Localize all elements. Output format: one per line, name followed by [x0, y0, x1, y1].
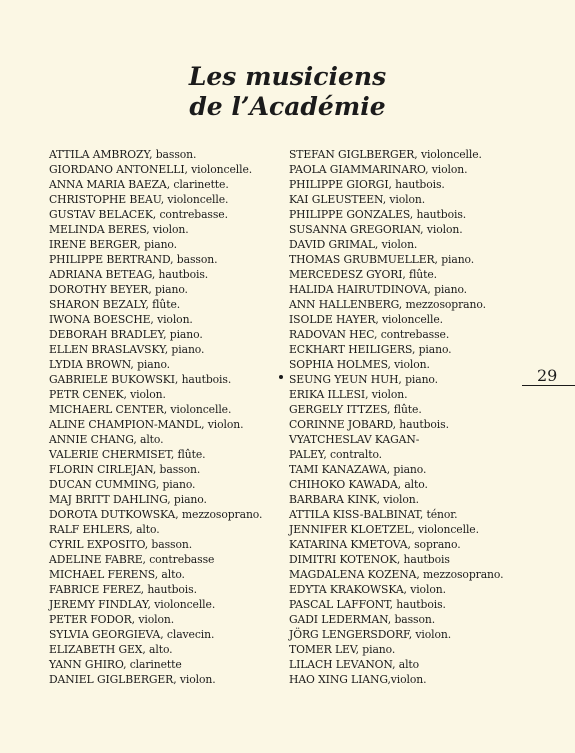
musician-entry: IWONA BOESCHE, violon.	[49, 313, 193, 326]
musician-entry: ATTILA KISS-BALBINAT, ténor.	[289, 508, 458, 521]
musician-entry: MELINDA BERES, violon.	[49, 223, 189, 236]
musician-entry: SHARON BEZALY, flûte.	[49, 298, 181, 311]
musician-entry: HAO XING LIANG,violon.	[289, 673, 427, 686]
musician-entry: CHIHOKO KAWADA, alto.	[289, 478, 428, 491]
musician-entry: IRENE BERGER, piano.	[49, 238, 177, 251]
musician-entry: RADOVAN HEC, contrebasse.	[289, 328, 450, 341]
musician-entry: LILACH LEVANON, alto	[289, 658, 420, 671]
page-title-line-2: de l’Académie	[189, 92, 386, 121]
musician-entry: PHILIPPE GIORGI, hautbois.	[289, 178, 445, 191]
musician-list-right	[289, 147, 503, 687]
musician-entry: JENNIFER KLOETZEL, violoncelle.	[289, 523, 479, 536]
musician-entry: EDYTA KRAKOWSKA, violon.	[289, 583, 446, 596]
musician-entry: PHILIPPE GONZALES, hautbois.	[289, 208, 467, 221]
musician-entry: DUCAN CUMMING, piano.	[49, 478, 196, 491]
musician-entry: ALINE CHAMPION-MANDL, violon.	[49, 418, 244, 431]
page-number-rule	[522, 385, 575, 386]
musician-entry: PASCAL LAFFONT, hautbois.	[289, 598, 446, 611]
musician-entry: CYRIL EXPOSITO, basson.	[49, 538, 193, 551]
musician-entry: CHRISTOPHE BEAU, violoncelle.	[49, 193, 229, 206]
musician-entry: DIMITRI KOTENOK, hautbois	[289, 553, 450, 566]
musician-entry: PALEY, contralto.	[289, 448, 382, 461]
musician-entry: ADRIANA BETEAG, hautbois.	[49, 268, 209, 281]
musician-entry: ISOLDE HAYER, violoncelle.	[289, 313, 443, 326]
musician-entry: DOROTA DUTKOWSKA, mezzosoprano.	[49, 508, 263, 521]
musician-entry: GUSTAV BELACEK, contrebasse.	[49, 208, 228, 221]
musician-entry: BARBARA KINK, violon.	[289, 493, 419, 506]
musician-entry: MICHAEL FERENS, alto.	[49, 568, 185, 581]
bullet-dot	[279, 375, 283, 379]
musician-entry: FABRICE FEREZ, hautbois.	[49, 583, 197, 596]
musician-entry: GADI LEDERMAN, basson.	[289, 613, 436, 626]
musician-entry: TOMER LEV, piano.	[289, 643, 396, 656]
musician-entry: DEBORAH BRADLEY, piano.	[49, 328, 203, 341]
musician-entry: ATTILA AMBROZY, basson.	[49, 148, 197, 161]
musician-entry: SYLVIA GEORGIEVA, clavecin.	[49, 628, 215, 641]
musician-entry: YANN GHIRO, clarinette	[49, 658, 182, 671]
musician-entry: FLORIN CIRLEJAN, basson.	[49, 463, 201, 476]
musician-entry: ECKHART HEILIGERS, piano.	[289, 343, 452, 356]
musician-list-left	[49, 147, 262, 687]
musician-entry: CORINNE JOBARD, hautbois.	[289, 418, 449, 431]
musician-entry: PETER FODOR, violon.	[49, 613, 175, 626]
musician-entry: VALERIE CHERMISET, flûte.	[49, 448, 206, 461]
musician-entry: RALF EHLERS, alto.	[49, 523, 160, 536]
page-title-line-1: Les musiciens	[188, 62, 387, 91]
musician-entry: STEFAN GIGLBERGER, violoncelle.	[289, 148, 482, 161]
musician-entry: MAGDALENA KOZENA, mezzosoprano.	[289, 568, 504, 581]
musician-entry: DOROTHY BEYER, piano.	[49, 283, 188, 296]
musician-entry: PAOLA GIAMMARINARO, violon.	[289, 163, 468, 176]
musician-entry: ANNA MARIA BAEZA, clarinette.	[49, 178, 229, 191]
musician-entry: JÖRG LENGERSDORF, violon.	[289, 628, 452, 641]
musician-entry: VYATCHESLAV KAGAN-	[289, 433, 420, 446]
musician-entry: LYDIA BROWN, piano.	[49, 358, 170, 371]
musician-entry: ADELINE FABRE, contrebasse	[49, 553, 215, 566]
musician-entry: GERGELY ITTZES, flûte.	[289, 403, 422, 416]
musician-entry: ELIZABETH GEX, alto.	[49, 643, 173, 656]
musician-entry: ERIKA ILLESI, violon.	[289, 388, 408, 401]
musician-entry: PHILIPPE BERTRAND, basson.	[49, 253, 218, 266]
musician-entry: ELLEN BRASLAVSKY, piano.	[49, 343, 205, 356]
page-number: 29	[537, 366, 558, 385]
musician-entry: GABRIELE BUKOWSKI, hautbois.	[49, 373, 232, 386]
musician-entry: MERCEDESZ GYORI, flûte.	[289, 268, 438, 281]
musician-entry: SOPHIA HOLMES, violon.	[289, 358, 430, 371]
musician-entry: PETR CENEK, violon.	[49, 388, 166, 401]
musician-entry: MAJ BRITT DAHLING, piano.	[49, 493, 207, 506]
musician-entry: GIORDANO ANTONELLI, violoncelle.	[49, 163, 253, 176]
musician-entry: SUSANNA GREGORIAN, violon.	[289, 223, 463, 236]
musician-entry: SEUNG YEUN HUH, piano.	[289, 373, 438, 386]
musician-entry: ANN HALLENBERG, mezzosoprano.	[289, 298, 486, 311]
musician-entry: KAI GLEUSTEEN, violon.	[289, 193, 426, 206]
musician-entry: DANIEL GIGLBERGER, violon.	[49, 673, 216, 686]
musician-entry: DAVID GRIMAL, violon.	[289, 238, 418, 251]
musician-entry: MICHAERL CENTER, violoncelle.	[49, 403, 232, 416]
musician-entry: KATARINA KMETOVA, soprano.	[289, 538, 461, 551]
musician-entry: TAMI KANAZAWA, piano.	[289, 463, 427, 476]
musician-entry: ANNIE CHANG, alto.	[49, 433, 164, 446]
musician-entry: HALIDA HAIRUTDINOVA, piano.	[289, 283, 467, 296]
musician-entry: THOMAS GRUBMUELLER, piano.	[289, 253, 475, 266]
musician-entry: JEREMY FINDLAY, violoncelle.	[49, 598, 216, 611]
